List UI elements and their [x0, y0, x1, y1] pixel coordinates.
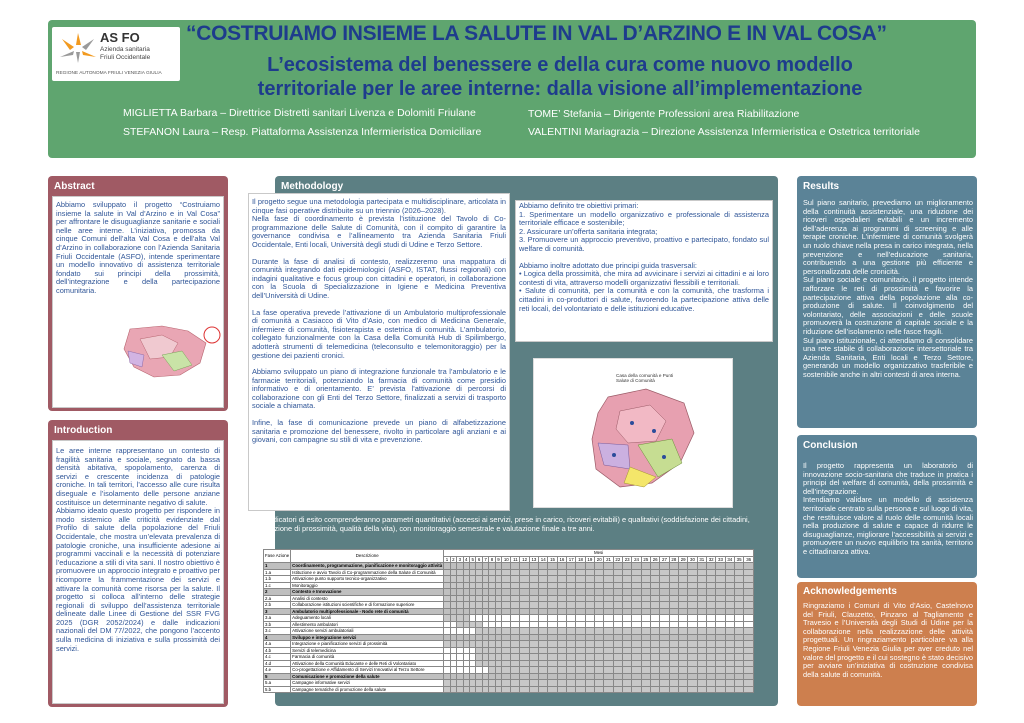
indicators-text: Gli indicatori di esito comprenderanno parametri quantitativi (accessi ai servizi, prese in carico, ricoveri evitabili) e qualitativi (soddisfazione dei cittadini, percezione di prossimità, qualità della vita), con monitoraggio semestrale e valutazione finale a tre anni. — [256, 515, 750, 533]
gantt-code: 3 — [264, 608, 291, 615]
gantt-code: 4.d — [264, 660, 291, 667]
introduction-paragraph-2: Abbiamo ideato questo progetto per rispondere in modo sistemico alle criticità evidenziate dal Profilo di salute della popolazione del Friuli Occidentale, che mostra un’elevata prevalenza di patologie croniche, una insufficiente adesione ai programmi vaccinali e la necessità di potenziare l’educazione a stili di vita sani. Il nostro obiettivo è promuovere un approccio integrato e proattivo per ricomporre la frammentazione dei servizi e attivare la comunità come risorsa per la salute. Il progetto si colloca all’interno delle strategie regionali di sviluppo dell’assistenza territoriale delineate dalle Linee di Gestione del SSR FVG 2025 (DGR 2052/2024) e dalle indicazioni nazionali del DM 77/2022, che pongono l’accento sulla medicina di iniziativa e sulla prossimità dei servizi. — [56, 506, 220, 653]
gantt-col-months: Mesi — [444, 550, 754, 557]
gantt-cell — [697, 686, 706, 693]
acknowledgements-panel — [797, 582, 977, 706]
gantt-month-14: 14 — [539, 556, 548, 563]
objectives-intro: Abbiamo definito tre obiettivi primari: — [519, 201, 639, 210]
gantt-cell — [511, 686, 520, 693]
logo-line1: Azienda sanitaria — [100, 46, 150, 53]
gantt-cell — [548, 686, 557, 693]
introduction-heading: Introduction — [54, 425, 113, 436]
gantt-month-32: 32 — [706, 556, 715, 563]
asfo-logo — [52, 27, 180, 81]
gantt-row — [264, 686, 754, 693]
results-panel — [797, 176, 977, 428]
conclusion-panel — [797, 435, 977, 578]
gantt-code: 4 — [264, 634, 291, 641]
gantt-body — [264, 563, 754, 693]
gantt-month-11: 11 — [511, 556, 520, 563]
gantt-code: 4.c — [264, 654, 291, 661]
gantt-code: 3.b — [264, 621, 291, 628]
gantt-cell — [539, 686, 548, 693]
poster-title: “COSTRUIAMO INSIEME LA SALUTE IN VAL D’ARZINO E IN VAL COSA” — [186, 22, 887, 45]
gantt-cell — [520, 686, 529, 693]
gantt-cell — [641, 686, 650, 693]
abstract-text: Abbiamo sviluppato il progetto “Costruiamo insieme la salute in Val d’Arzino e in Val Cosa” per affrontare le disuguaglianze sanitarie e sociali nelle aree interne. L’iniziativa, promossa da cinque Comuni dell’alta Val Cosa e dell’alta Val d’Arzino in collaborazione con l’Azienda Sanitaria Friuli Occidentale (ASFO), intende sperimentare un modello innovativo di assistenza territoriale fondato sui principi della prossimità, dell’integrazione e della partecipazione comunitaria. — [56, 200, 220, 295]
gantt-chart — [263, 549, 754, 693]
gantt-description: Attivazione punto supporto tecnico-organizzativo — [291, 576, 444, 583]
gantt-month-20: 20 — [595, 556, 604, 563]
gantt-month-23: 23 — [623, 556, 632, 563]
gantt-month-36: 36 — [744, 556, 754, 563]
gantt-description: Farmacia di comunità — [291, 654, 444, 661]
gantt-cell — [651, 686, 660, 693]
objective-3: 3. Promuovere un approccio preventivo, proattivo e partecipato, fondato sul welfare di comunità. — [519, 235, 769, 253]
gantt-code: 4.a — [264, 641, 291, 648]
gantt-code: 1.b — [264, 576, 291, 583]
gantt-month-16: 16 — [557, 556, 566, 563]
gantt-description: Comunicazione e promozione della salute — [291, 673, 444, 680]
abstract-heading: Abstract — [54, 181, 95, 192]
gantt-month-1: 1 — [445, 556, 449, 562]
conclusion-heading: Conclusion — [803, 440, 858, 451]
gantt-description: Sviluppo e integrazione servizi — [291, 634, 444, 641]
gantt-code: 2.b — [264, 602, 291, 609]
author-stefanon: STEFANON Laura – Resp. Piattaforma Assistenza Infermieristica Domiciliare — [123, 126, 482, 138]
gantt-code: 4.e — [264, 667, 291, 674]
asfo-map-figure — [110, 321, 222, 381]
gantt-code: 4.b — [264, 647, 291, 654]
principle-2: • Salute di comunità, per la comunità e con la comunità, che trasforma i cittadini in co-produttori di salute, favorendo la partecipazione attiva delle reti locali, del volontariato e delle istituzioni educative. — [519, 286, 769, 313]
conclusion-paragraph-1: Il progetto rappresenta un laboratorio di innovazione socio-sanitaria che traduce in pratica i principi del welfare di comunità, della prossimità e dell’integrazione. — [803, 461, 973, 496]
gantt-month-26: 26 — [651, 556, 660, 563]
results-paragraph-1: Sul piano sanitario, prevediamo un miglioramento della continuità assistenziale, una riduzione dei ricoveri ospedalieri evitabili e un incremento dell’aderenza ai programmi di screening e alle terapie croniche. L’infermiere di comunità svolgerà un ruolo chiave nella presa in carico integrata, nella prevenzione e nell’educazione sanitaria, contribuendo a una gestione più efficiente e personalizzata delle cronicità. — [803, 198, 973, 276]
gantt-month-17: 17 — [567, 556, 576, 563]
method-p6: Infine, la fase di comunicazione prevede un piano di alfabetizzazione sanitaria e promozione del benessere, rivolto in particolare agli anziani e ai giovani, con campagne su stili di vita e prevenzione. — [252, 418, 506, 445]
subtitle-line-1: L’ecosistema del benessere e della cura come nuovo modello — [267, 54, 853, 76]
objective-1: 1. Sperimentare un modello organizzativo e professionale di assistenza territoriale efficace e sostenibile; — [519, 209, 769, 228]
gantt-cell — [678, 686, 687, 693]
introduction-text — [56, 447, 220, 653]
gantt-month-25: 25 — [641, 556, 650, 563]
gantt-month-7: 7 — [484, 556, 487, 562]
gantt-cell — [557, 686, 566, 693]
gantt-cell — [734, 686, 743, 693]
gantt-cell — [604, 686, 613, 693]
gantt-code: 1.a — [264, 569, 291, 576]
gantt-code: 2 — [264, 589, 291, 596]
objective-2: 2. Assicurare un’offerta sanitaria integrata; — [519, 226, 658, 236]
gantt-code: 3.a — [264, 615, 291, 622]
gantt-code: 1 — [264, 563, 291, 570]
acknowledgements-heading: Acknowledgements — [803, 586, 897, 597]
gantt-cell — [576, 686, 585, 693]
gantt-month-13: 13 — [529, 556, 538, 563]
gantt-month-19: 19 — [585, 556, 594, 563]
author-valentini: VALENTINI Mariagrazia – Direzione Assistenza Infermieristica e Ostetrica territoriale — [528, 126, 920, 138]
conclusion-paragraph-2: Intendiamo validare un modello di assistenza territoriale centrato sulla persona e sul luogo di vita, che restituisce valore al ruolo delle comunità locali nella produzione di salute e capace di ridurre le disuguaglianze, migliorare l’accessibilità ai servizi e promuovere un nuovo equilibrio tra sanità, territorio e cittadinanza attiva. — [803, 495, 973, 556]
gantt-month-18: 18 — [576, 556, 585, 563]
gantt-code: 3.c — [264, 628, 291, 635]
gantt-cell — [706, 686, 715, 693]
gantt-month-22: 22 — [613, 556, 622, 563]
gantt-cell — [632, 686, 641, 693]
gantt-month-15: 15 — [548, 556, 557, 563]
subtitle-line-2: territoriale per le aree interne: dalla visione all’implementazione — [257, 78, 863, 100]
method-p5: Abbiamo sviluppato un piano di integrazione funzionale tra l’ambulatorio e le farmacie territoriali, potenziando la farmacia di comunità come presidio informativo e di orientamento. E’ prevista l’attivazione di percorsi di collaborazione con gli Enti del Terzo Settore, finalizzati a servizi di trasporto sociale a chiamata. — [252, 367, 506, 411]
methodology-left-text — [252, 198, 506, 445]
gantt-month-12: 12 — [520, 556, 529, 563]
gantt-description: Ambulatorio multiprofessionale - Nodo rete di comunità — [291, 608, 444, 615]
gantt-cell — [502, 686, 511, 693]
gantt-description: Campagne informative servizi — [291, 680, 444, 687]
gantt-month-4: 4 — [465, 556, 468, 562]
gantt-month-24: 24 — [632, 556, 641, 563]
gantt-month-31: 31 — [697, 556, 706, 563]
method-p4: La fase operativa prevede l’attivazione di un Ambulatorio multiprofessionale di comunità a Casiacco di Vito d’Asio, con medico di Medicina Generale, infermiere di comunità, fisioterapista e ostetrica di comunità. L’ambulatorio, collegato funzionalmente con la Casa della Comunità Hub di Spilimbergo, adotterà strumenti di telemedicina (teleconsulto e telemonitoraggio) per la gestione dei pazienti cronici. — [252, 307, 506, 360]
results-text — [803, 199, 973, 379]
introduction-panel — [48, 420, 228, 707]
abstract-panel — [48, 176, 228, 411]
logo-name: AS FO — [100, 30, 140, 45]
results-paragraph-2: Sul piano sociale e comunitario, il progetto intende rafforzare le reti di prossimità e favorire la partecipazione attiva della popolazione alla co-produzione di salute. Il coinvolgimento del volontariato, delle associazioni e delle scuole promuoverà la costruzione di capitale sociale e la riduzione dell’isolamento nelle fasce fragili. — [803, 275, 973, 336]
logo-line2: Friuli Occidentale — [100, 54, 151, 61]
author-miglietta: MIGLIETTA Barbara – Direttrice Distretti sanitari Livenza e Dolomiti Friulane — [123, 107, 476, 119]
gantt-month-28: 28 — [669, 556, 678, 563]
map-title: Casa della comunità e Punti Salute di Comunità — [616, 373, 674, 384]
acknowledgements-text: Ringraziamo i Comuni di Vito d’Asio, Castelnovo del Friuli, Clauzetto, Pinzano al Tagliamento e Travesio e l’Università degli Studi di Udine per la collaborazione nella realizzazione delle attività progettuali. Un ringraziamento particolare va alla Regione Friuli Venezia Giulia per aver creduto nel valore del progetto e il cui sostegno è stato decisivo per avviare un’iniziativa di costruzione condivisa della salute di comunità. — [803, 601, 973, 679]
conclusion-text — [803, 462, 973, 557]
gantt-col-code: Fase Azione — [264, 550, 291, 563]
gantt-description: Contesto e Innovazione — [291, 589, 444, 596]
gantt-month-29: 29 — [678, 556, 687, 563]
results-heading: Results — [803, 181, 840, 192]
gantt-description: Monitoraggio — [291, 582, 444, 589]
gantt-cell — [623, 686, 632, 693]
gantt-month-33: 33 — [716, 556, 725, 563]
gantt-month-8: 8 — [490, 556, 494, 562]
gantt-cell — [567, 686, 576, 693]
gantt-code: 5.a — [264, 680, 291, 687]
method-p3: Durante la fase di analisi di contesto, realizzeremo una mappatura di comunità integrando dati epidemiologici (ASFO, ISTAT, flussi regionali) con indagini qualitative e focus group con cittadini e operatori, in collaborazione con la Scuola di Specializzazione in Igiene e Medicina Preventiva dell’Università di Udine. — [252, 256, 506, 300]
gantt-cell — [725, 686, 734, 693]
logo-region: REGIONE AUTONOMA FRIULI VENEZIA GIULIA — [56, 71, 162, 76]
gantt-month-10: 10 — [502, 556, 511, 563]
principles-intro: Abbiamo inoltre adottato due principi guida trasversali: — [519, 260, 697, 270]
gantt-col-desc: Descrizione — [291, 550, 444, 563]
gantt-month-21: 21 — [604, 556, 613, 563]
gantt-code: 2.a — [264, 595, 291, 602]
gantt-description: Attivazione servizi ambulatoriali — [291, 628, 444, 635]
gantt-description: Co-progettazione e Affidamento di Servizi Innovativi al Terzo Settore — [291, 667, 444, 674]
gantt-month-2: 2 — [452, 556, 455, 562]
gantt-description: Integrazione e pianificazione servizi di prossimità — [291, 641, 444, 648]
asfo-star-icon — [56, 31, 100, 65]
poster-subtitle — [200, 53, 920, 101]
gantt-description: Adeguamento locali — [291, 615, 444, 622]
principle-1: • Logica della prossimità, che mira ad avvicinare i servizi ai cittadini e ai loro contesti di vita, attraverso modelli organizzativi flessibili e territoriali. — [519, 269, 769, 287]
results-paragraph-3: Sul piano istituzionale, ci attendiamo di consolidare una rete stabile di collaborazione intersettoriale tra Azienda Sanitaria, Enti locali e Terzo Settore, generando un modello organizzativo trasferibile e sostenibile anche in altri contesti di area interna. — [803, 335, 973, 379]
gantt-month-34: 34 — [725, 556, 734, 563]
gantt-cell — [688, 686, 697, 693]
method-p2: Nella fase di coordinamento è prevista l’istituzione del Tavolo di Co-programmazione delle Salute di Comunità, con il compito di garantire la governance condivisa e l’allineamento tra Azienda Sanitaria Friuli Occidentale, Enti locali, Università degli studi di Udine e Terzo Settore. — [252, 214, 506, 249]
gantt-month-5: 5 — [471, 556, 474, 562]
gantt-code: 5 — [264, 673, 291, 680]
gantt-month-30: 30 — [688, 556, 697, 563]
method-p1: Il progetto segue una metodologia partecipata e multidisciplinare, articolata in cinque fasi operative distribuite su un triennio (2026–2028). — [252, 197, 506, 215]
methodology-map — [533, 358, 733, 508]
gantt-code: 5.b — [264, 686, 291, 693]
author-tome: TOME’ Stefania – Dirigente Professioni area Riabilitazione — [528, 108, 800, 120]
gantt-cell — [744, 686, 754, 693]
gantt-cell — [669, 686, 678, 693]
gantt-cell — [529, 686, 538, 693]
gantt-month-9: 9 — [497, 556, 500, 562]
gantt-cell — [613, 686, 622, 693]
gantt-code: 1.c — [264, 582, 291, 589]
gantt-description: Analisi di contesto — [291, 595, 444, 602]
gantt-description: Coordinamento, programmazione, pianificazione e monitoraggio attività — [292, 563, 443, 568]
gantt-month-27: 27 — [660, 556, 669, 563]
gantt-description: Istituzione e avvio Tavolo di Co-programmazione della Salute di Comunità — [291, 569, 444, 576]
gantt-cell — [595, 686, 604, 693]
methodology-heading: Methodology — [281, 181, 344, 192]
gantt-cell — [716, 686, 725, 693]
abstract-map — [110, 321, 222, 381]
introduction-paragraph-1: Le aree interne rappresentano un contesto di fragilità sanitaria e sociale, segnato da bassa densità abitativa, spopolamento, carenza di servizi e crescente incidenza di patologie croniche. In tali territori, l’accesso alle cure risulta diseguale e l’isolamento delle persone anziane costituisce un determinante negativo di salute. — [56, 446, 220, 507]
gantt-cell — [660, 686, 669, 693]
methodology-right-text — [519, 202, 769, 313]
gantt-description: Collaborazione istituzioni scientifiche e di formazione superiore — [291, 602, 444, 609]
gantt-cell — [585, 686, 594, 693]
gantt-month-6: 6 — [477, 556, 481, 562]
gantt-month-3: 3 — [458, 556, 462, 562]
gantt-description: Attivazione della Comunità Educante e delle Reti di Volontariato — [291, 660, 444, 667]
gantt-month-35: 35 — [734, 556, 743, 563]
gantt-description: Campagne tematiche di promozione della salute — [291, 686, 444, 693]
gantt-description: Allestimento ambulatori — [291, 621, 444, 628]
gantt-description: Servizi di telemedicina — [291, 647, 444, 654]
